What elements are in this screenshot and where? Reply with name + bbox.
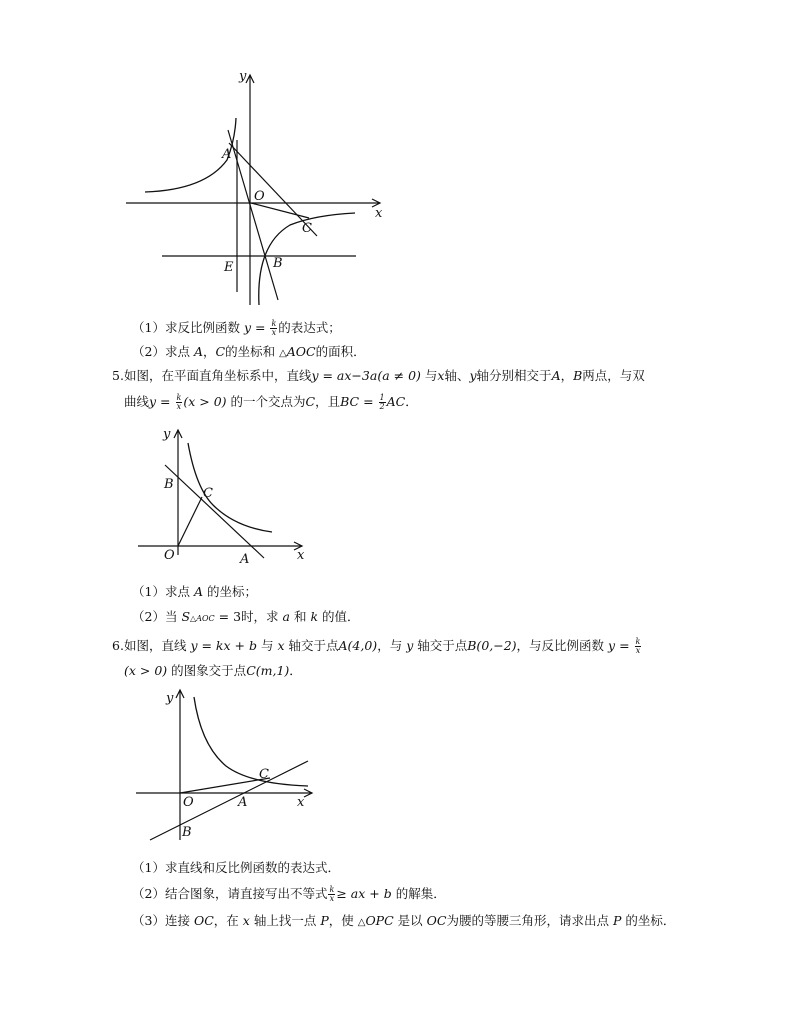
q6-sub3-x: x xyxy=(242,913,250,928)
q6-sub1-number: （1） xyxy=(132,860,165,875)
fig3-y-axis xyxy=(176,690,184,840)
fig2-label-x: x xyxy=(297,548,305,563)
q4-sub2-sep: ， xyxy=(202,344,216,359)
q4-sub2-suffix: 的面积． xyxy=(315,344,366,359)
q6-sub3-c: 轴上找一点 xyxy=(253,913,317,928)
q6-l2-end: ． xyxy=(289,663,302,678)
q6-sub2-number: （2） xyxy=(132,886,165,901)
fig2-label-a: A xyxy=(240,552,250,567)
q5-l2-half-num: 1 xyxy=(379,393,385,402)
fig3-label-x: x xyxy=(297,795,305,810)
q6-sub3-triangle: △ xyxy=(357,917,366,928)
q6-l1-point-a: A(4,0) xyxy=(338,638,378,653)
q6-sub2-frac-den: x xyxy=(329,894,335,903)
q5-l2-end: ． xyxy=(405,394,418,409)
label-c: C xyxy=(302,221,312,236)
q6-sub3-e: 是以 xyxy=(397,913,423,928)
q5-sub2-s: S xyxy=(181,609,191,624)
fig3-label-b: B xyxy=(182,825,192,840)
q6-l1-b: 与 xyxy=(260,638,274,653)
q4-sub1-number: （1） xyxy=(132,320,165,335)
q6-sub3-oc: OC xyxy=(193,913,214,928)
q4-sub2-aoc: AOC xyxy=(286,344,316,359)
q4-sub2-number: （2） xyxy=(132,344,165,359)
q6-l2-condition: (x > 0) xyxy=(124,663,168,678)
q4-sub1-frac-den: x xyxy=(271,328,277,337)
q6-sub1 xyxy=(132,858,340,878)
q5-l1-x: x xyxy=(437,368,445,383)
q6-sub3-opc: OPC xyxy=(365,913,394,928)
q6-sub2-suffix: 的解集． xyxy=(395,886,446,901)
fig2-label-c: C xyxy=(203,486,213,501)
fig3-segment-oc xyxy=(180,778,270,793)
q4-sub2-c: C xyxy=(215,344,226,359)
q4-sub1-suffix: 的表达式； xyxy=(278,320,341,335)
label-a: A xyxy=(222,147,232,162)
q6-l1-e: 轴交于点 xyxy=(417,638,468,653)
q5-sub2-a: a xyxy=(282,609,290,624)
label-y: y xyxy=(239,69,247,84)
q5-sub2-mid: 时，求 xyxy=(241,609,279,624)
q5-sub2-aoc: AOC xyxy=(196,614,215,623)
q5-sub1-number: （1） xyxy=(132,584,165,599)
q6-l1-point-b: B(0,−2) xyxy=(467,638,517,653)
q6-sub2-frac-num: k xyxy=(329,885,335,894)
q6-sub3-oc2: OC xyxy=(426,913,447,928)
q5-l1-equation: y = ax−3a(a ≠ 0) xyxy=(311,368,421,383)
q5-l1-a: 如图，在平面直角坐标系中，直线 xyxy=(123,368,312,383)
q6-sub3-b: ，在 xyxy=(213,913,239,928)
q6-sub3-a: 连接 xyxy=(164,913,190,928)
q5-sub2-equals: = 3 xyxy=(214,609,242,624)
q5-sub1-suffix: 的坐标； xyxy=(206,584,257,599)
q5-l1-c: 轴、 xyxy=(444,368,470,383)
q4-sub1-text: 求反比例函数 xyxy=(164,320,240,335)
q6-sub3-g: 的坐标． xyxy=(625,913,676,928)
fig3-label-y: y xyxy=(166,691,174,706)
q5-l2-frac-num: k xyxy=(176,393,182,402)
fig2-label-b: B xyxy=(164,477,174,492)
q6-l1-frac-num: k xyxy=(635,637,641,646)
q4-sub2-mid: 的坐标和 xyxy=(225,344,276,359)
q5-l2-c-point: C xyxy=(305,394,316,409)
q6-l1-a: 如图，直线 xyxy=(123,638,187,653)
q5-sub2-triangle: △ xyxy=(190,614,197,623)
q6-l1-d: ，与 xyxy=(377,638,403,653)
q6-l1-f: ，与反比例函数 xyxy=(516,638,605,653)
label-x: x xyxy=(375,206,383,221)
q6-sub3-p: P xyxy=(320,913,329,928)
q5-sub2-and: 和 xyxy=(293,609,307,624)
fig3-label-a: A xyxy=(238,795,248,810)
q6-l1-x: x xyxy=(277,638,285,653)
label-o: O xyxy=(254,189,265,204)
q6-sub3-d: ，使 xyxy=(328,913,354,928)
fig3-line-bc xyxy=(150,761,308,840)
fig3-hyperbola xyxy=(194,697,308,786)
q5-l2-condition: (x > 0) xyxy=(183,394,227,409)
q5-l1-d: 轴分别相交于 xyxy=(476,368,552,383)
q6-sub2 xyxy=(132,884,446,904)
q5-l1-e: 两点，与双 xyxy=(582,368,645,383)
q6-sub2-fraction xyxy=(328,886,335,903)
q5-sub2-k: k xyxy=(310,609,319,624)
q5-l2-bc: BC xyxy=(340,394,360,409)
q5-l2-equals2: = xyxy=(359,394,378,409)
q4-sub1-frac-num: k xyxy=(271,319,277,328)
q6-sub3-number: （3） xyxy=(132,913,165,928)
q6-sub3-p2: P xyxy=(612,913,622,928)
q6-number: 6. xyxy=(112,638,124,653)
q4-sub2-triangle: △ xyxy=(279,348,287,359)
q6-l1-equals: = xyxy=(615,638,634,653)
q5-l2-equals: = xyxy=(156,394,175,409)
q5-l2-ac: AC xyxy=(386,394,406,409)
q5-sub1-text: 求点 xyxy=(164,584,190,599)
q6-sub2-inequality: ≥ ax + b xyxy=(336,886,392,901)
label-e: E xyxy=(224,260,234,275)
q5-l2-a: 曲线 xyxy=(124,394,150,409)
q5-l2-y: y xyxy=(149,394,157,409)
q5-number: 5. xyxy=(112,368,124,383)
q4-sub2-text: 求点 xyxy=(164,344,190,359)
q6-l1-y2: y xyxy=(608,638,616,653)
q5-l1-b-point: B xyxy=(573,368,583,383)
q6-l2-a: 的图象交于点 xyxy=(171,663,247,678)
fig3-label-o: O xyxy=(183,795,194,810)
q5-sub2-number: （2） xyxy=(132,609,165,624)
q5-l1-y: y xyxy=(469,368,477,383)
q6-l1-y: y xyxy=(406,638,414,653)
q5-sub2-suffix: 的值． xyxy=(322,609,360,624)
q5-l2-c: ，且 xyxy=(315,394,341,409)
label-b: B xyxy=(273,256,283,271)
q6-l1-equation: y = kx + b xyxy=(190,638,257,653)
q6-sub3 xyxy=(132,911,675,933)
q6-sub1-text: 求直线和反比例函数的表达式． xyxy=(164,860,340,875)
fig2-label-o: O xyxy=(164,548,175,563)
q4-sub1-y: y xyxy=(243,320,252,335)
q4-sub1-equals: = xyxy=(251,320,270,335)
q5-l2-half-den: 2 xyxy=(379,402,385,411)
fig3-label-c: C xyxy=(259,767,269,782)
fig3-x-axis xyxy=(136,789,312,797)
q4-sub2-a: A xyxy=(193,344,203,359)
q6-sub3-f: 为腰的等腰三角形，请求出点 xyxy=(446,913,609,928)
q5-l2-b: 的一个交点为 xyxy=(230,394,306,409)
q5-l1-a-point: A xyxy=(551,368,561,383)
q5-l1-b: 与 xyxy=(424,368,438,383)
q5-sub1-a: A xyxy=(193,584,203,599)
fig2-label-y: y xyxy=(163,427,171,442)
q6-sub2-text: 结合图象，请直接写出不等式 xyxy=(164,886,328,901)
q6-l1-frac-den: x xyxy=(635,646,641,655)
q5-l1-sep: ， xyxy=(560,368,574,383)
q5-l2-frac-den: x xyxy=(176,402,182,411)
q6-l1-c: 轴交于点 xyxy=(288,638,339,653)
q5-sub2-text: 当 xyxy=(164,609,178,624)
q6-l2-point-c: C(m,1) xyxy=(246,663,290,678)
